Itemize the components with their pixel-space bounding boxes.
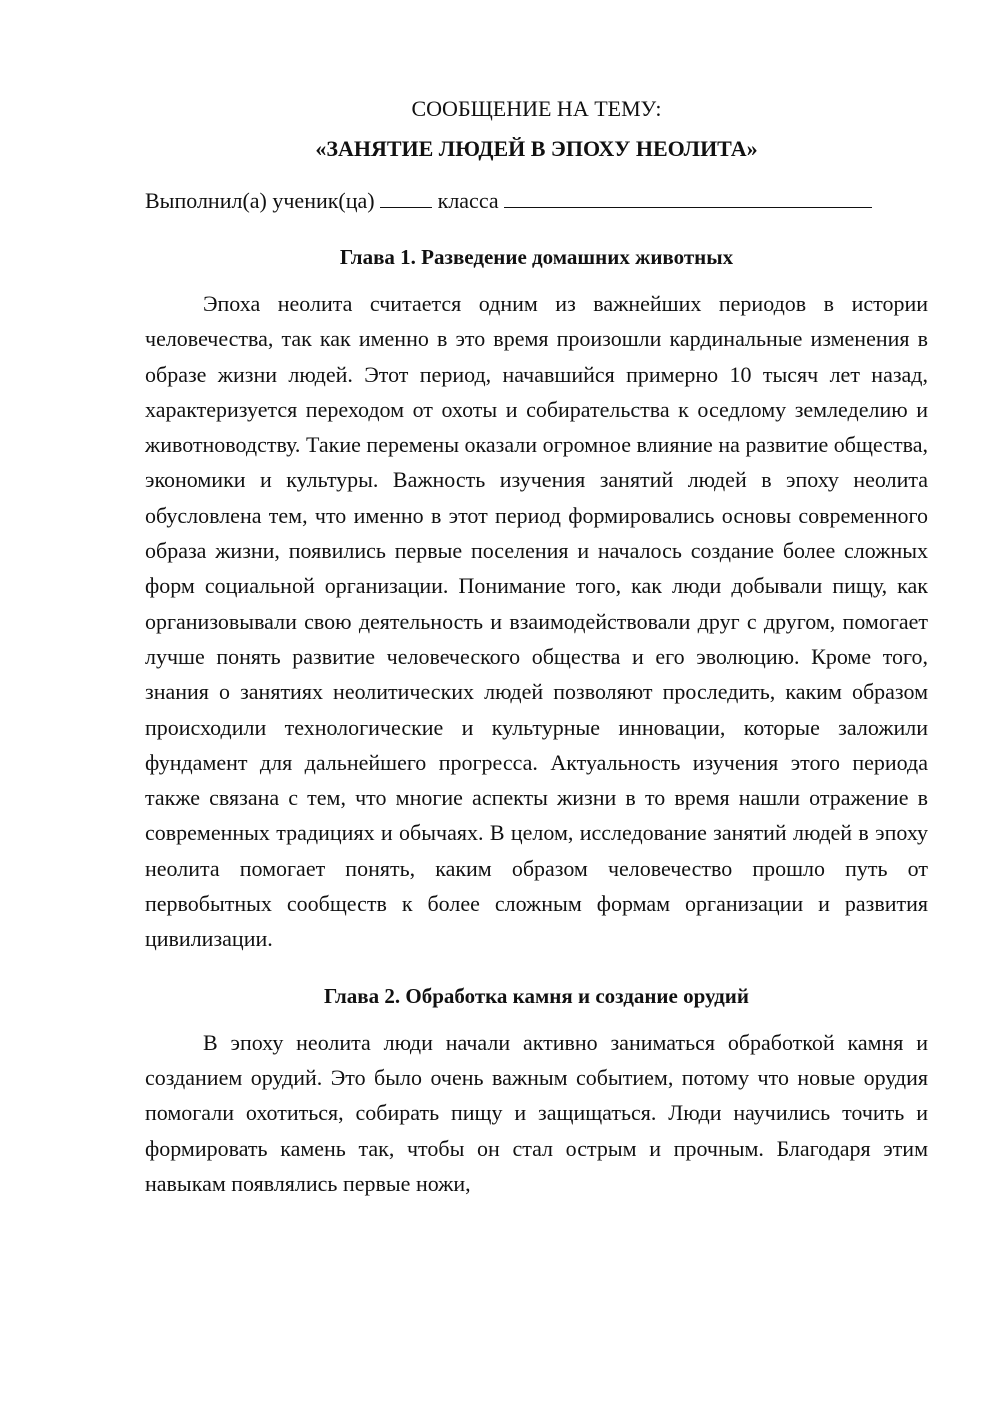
class-label: класса: [432, 188, 505, 213]
student-label: Выполнил(а) ученик(ца): [145, 188, 381, 213]
chapter-1-heading: Глава 1. Разведение домашних животных: [339, 245, 734, 269]
grade-blank: [380, 185, 432, 208]
document-subtitle: «ЗАНЯТИЕ ЛЮДЕЙ В ЭПОХУ НЕОЛИТА»: [315, 136, 758, 161]
chapter-2-heading: Глава 2. Обработка камня и создание орудий: [324, 983, 749, 1008]
document-page: [145, 92, 928, 1201]
chapter-1-paragraph: Эпоха неолита считается одним из важнейших периодов в истории человечества, так как именно в это время произошли кардинальные изменения в образе жизни людей. Этот период, начавшийся примерно 10 тысяч лет назад, характеризуется переходом от охоты и собирательства к оседлому земледелию и животноводству. Такие перемены оказали огромное влияние на развитие общества, экономики и культуры. Важность изучения занятий людей в эпоху неолита обусловлена тем, что именно в этот период формировались основы современного образа жизни, появились первые поселения и началось создание более сложных форм социальной организации. Понимание того, как люди добывали пищу, как организовывали свою деятельность и взаимодействовали друг с другом, помогает лучше понять развитие человеческого общества и его эволюцию. Кроме того, знания о занятиях неолитических людей позволяют проследить, каким образом происходили технологические и культурные инновации, которые заложили фундамент для дальнейшего прогресса. Актуальность изучения этого периода также связана с тем, что многие аспекты жизни в то время нашли отражение в современных традициях и обычаях. В целом, исследование занятий людей в эпоху неолита помогает понять, каким образом человечество прошло путь от первобытных сообществ к более сложным формам организации и развития цивилизации.: [145, 291, 928, 952]
document-title: СООБЩЕНИЕ НА ТЕМУ:: [411, 96, 662, 121]
chapter-2-paragraph: В эпоху неолита люди начали активно заниматься обработкой камня и созданием орудий. Это было очень важным событием, потому что новые орудия помогали охотиться, собирать пищу и защищаться. Люди научились точить и формировать камень так, чтобы он стал острым и прочным. Благодаря этим навыкам появлялись первые ножи,: [145, 1029, 928, 1196]
name-blank: [504, 185, 872, 208]
student-line: [145, 184, 928, 218]
